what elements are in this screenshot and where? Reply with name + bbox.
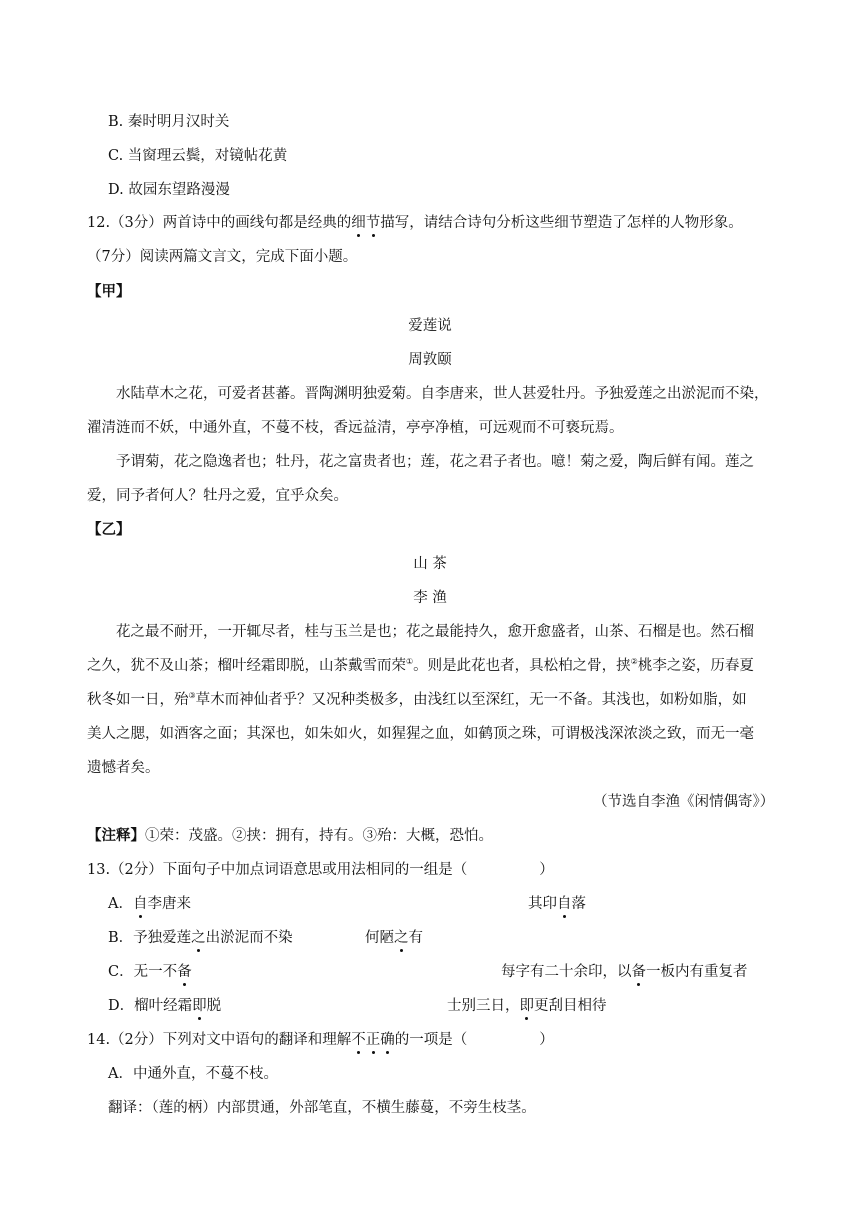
dotted-char: 节 bbox=[365, 215, 381, 231]
option-c-left: C．无一不备 bbox=[108, 964, 192, 980]
option-b: B. 秦时明月汉时关 bbox=[108, 114, 230, 130]
option-c-right: 每字有二十余印，以备一板内有重复者 bbox=[501, 964, 748, 980]
source-citation: （节选自李渔《闲情偶寄》） bbox=[593, 794, 775, 810]
option-a-left: A．自李唐来 bbox=[108, 896, 191, 912]
passage-jia-line: 予谓菊，花之隐逸者也；牡丹，花之富贵者也；莲，花之君子者也。噫！菊之爱，陶后鲜有闻。莲之 bbox=[116, 454, 754, 470]
option-b-left: B．予独爱莲之出淤泥而不染 bbox=[108, 930, 293, 946]
question-14: 14.（2分）下列对文中语句的翻译和理解不正确的一项是（ ） bbox=[87, 1032, 554, 1048]
note-mark: ① bbox=[406, 657, 414, 667]
option-a-right: 其印自落 bbox=[528, 896, 586, 912]
option-a: A．中通外直，不蔓不枝。 bbox=[108, 1066, 278, 1082]
note-mark: ② bbox=[630, 657, 638, 667]
option-d-left: D．榴叶经霜即脱 bbox=[108, 998, 222, 1014]
passage-yi-line: 遗憾者矣。 bbox=[87, 760, 160, 776]
option-d-right: 士别三日，即更刮目相待 bbox=[447, 998, 607, 1014]
passage-yi-author: 李 渔 bbox=[413, 590, 447, 606]
note-mark: ③ bbox=[188, 691, 196, 701]
passage-yi-label: 【乙】 bbox=[87, 521, 131, 538]
section-intro: （7分）阅读两篇文言文，完成下面小题。 bbox=[87, 249, 358, 265]
question-12: 12.（3分）两首诗中的画线句都是经典的细节描写，请结合诗句分析这些细节塑造了怎样的人物形象。 bbox=[87, 215, 743, 231]
passage-jia-title: 爱莲说 bbox=[408, 318, 452, 334]
passage-jia-label: 【甲】 bbox=[87, 283, 131, 300]
passage-jia-line: 爱，同予者何人？牡丹之爱，宜乎众矣。 bbox=[87, 488, 348, 504]
passage-jia-line: 水陆草木之花，可爱者甚蕃。晋陶渊明独爱菊。自李唐来，世人甚爱牡丹。予独爱莲之出淤泥而不染， bbox=[116, 386, 769, 402]
question-13: 13.（2分）下面句子中加点词语意思或用法相同的一组是（ ） bbox=[87, 862, 554, 878]
passage-jia-author: 周敦颐 bbox=[408, 352, 452, 368]
passage-yi-line: 秋冬如一日，殆③草木而神仙者乎？又况种类极多，由浅红以至深红，无一不备。其浅也，如粉如脂，如 bbox=[87, 691, 747, 708]
passage-jia-line: 濯清涟而不妖，中通外直，不蔓不枝，香远益清，亭亭净植，可远观而不可亵玩焉。 bbox=[87, 420, 624, 436]
passage-yi-line: 之久，犹不及山茶；榴叶经霜即脱，山茶戴雪而荣①。则是此花也者，具松柏之骨，挟②桃李之姿，历春夏 bbox=[87, 657, 754, 674]
option-c: C. 当窗理云鬓，对镜帖花黄 bbox=[108, 148, 288, 164]
option-b-right: 何陋之有 bbox=[365, 930, 423, 946]
option-d: D. 故园东望路漫漫 bbox=[108, 182, 230, 198]
passage-yi-title: 山 茶 bbox=[413, 556, 447, 572]
annotations: 【注释】①荣：茂盛。②挟：拥有，持有。③殆：大概，恐怕。 bbox=[87, 827, 493, 844]
passage-yi-line: 美人之腮，如酒客之面；其深也，如朱如火，如猩猩之血，如鹤顶之珠，可谓极浅深浓淡之致，而无一毫 bbox=[87, 726, 754, 742]
translation: 翻译：（莲的柄）内部贯通，外部笔直，不横生藤蔓，不旁生枝茎。 bbox=[108, 1100, 536, 1116]
passage-yi-line: 花之最不耐开，一开辄尽者，桂与玉兰是也；花之最能持久，愈开愈盛者，山茶、石榴是也。然石榴 bbox=[116, 624, 754, 640]
dotted-char: 细 bbox=[351, 215, 366, 231]
